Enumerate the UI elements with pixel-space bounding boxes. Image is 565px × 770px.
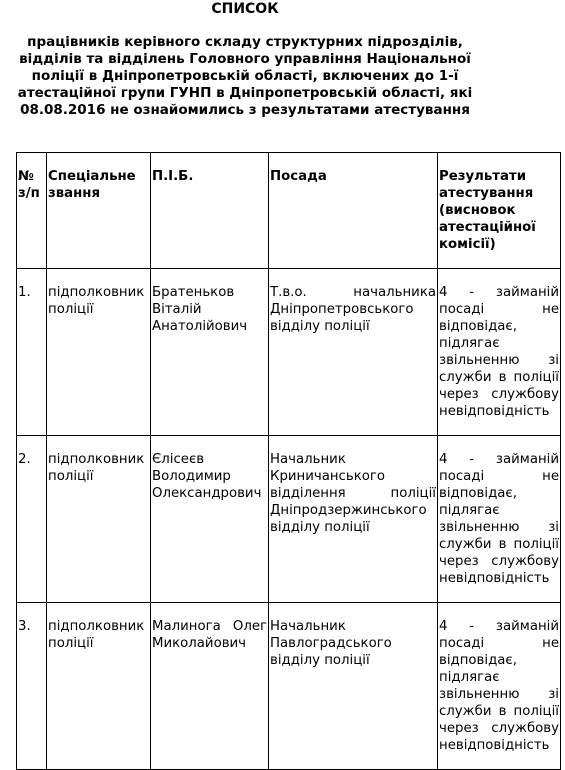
cell-position: Т.в.о. начальника Дніпропетровського відділу поліції [269,269,438,436]
cell-rank: підполковник поліції [47,603,151,770]
cell-name: Єлісеєв Володимир Олександрович [151,436,269,603]
cell-position: Начальник Павлоградського відділу поліції [269,603,438,770]
document-subtitle [0,34,490,119]
cell-num: 2. [17,436,47,603]
subtitle-line: працівників керівного складу структурних підрозділів, [27,34,463,50]
table-row [17,603,561,770]
header-num: № з/п [17,153,47,269]
table-row [17,269,561,436]
cell-rank: підполковник поліції [47,269,151,436]
table-row [17,436,561,603]
attestation-table [16,152,561,770]
header-name: П.І.Б. [151,153,269,269]
subtitle-line: відділів та відділень Головного управління Національної [19,51,471,67]
cell-result: 4 - займаній посаді не відповідає, підлягає звільненню зі служби в поліції через службову невідповідність [438,436,561,603]
cell-num: 3. [17,603,47,770]
subtitle-line: 08.08.2016 не ознайомились з результатами атестування [20,102,470,118]
subtitle-line: атестаційної групи ГУНП в Дніпропетровській області, які [17,85,473,101]
cell-result: 4 - займаній посаді не відповідає, підлягає звільненню зі служби в поліції через службову невідповідність [438,603,561,770]
table-header-row [17,153,561,269]
cell-num: 1. [17,269,47,436]
header-position: Посада [269,153,438,269]
document-title: СПИСОК [211,1,279,17]
header-rank: Спеціальне звання [47,153,151,269]
cell-result: 4 - займаній посаді не відповідає, підлягає звільненню зі служби в поліції через службову невідповідність [438,269,561,436]
cell-name: Малинога Олег Миколайович [151,603,269,770]
header-result: Результати атестування (висновок атестаційної комісії) [438,153,561,269]
cell-rank: підполковник поліції [47,436,151,603]
subtitle-line: поліції в Дніпропетровській області, включених до 1-ї [31,68,459,84]
cell-name: Братеньков Віталій Анатолійович [151,269,269,436]
cell-position: Начальник Криничанського відділення поліції Дніпродзержинського відділу поліції [269,436,438,603]
